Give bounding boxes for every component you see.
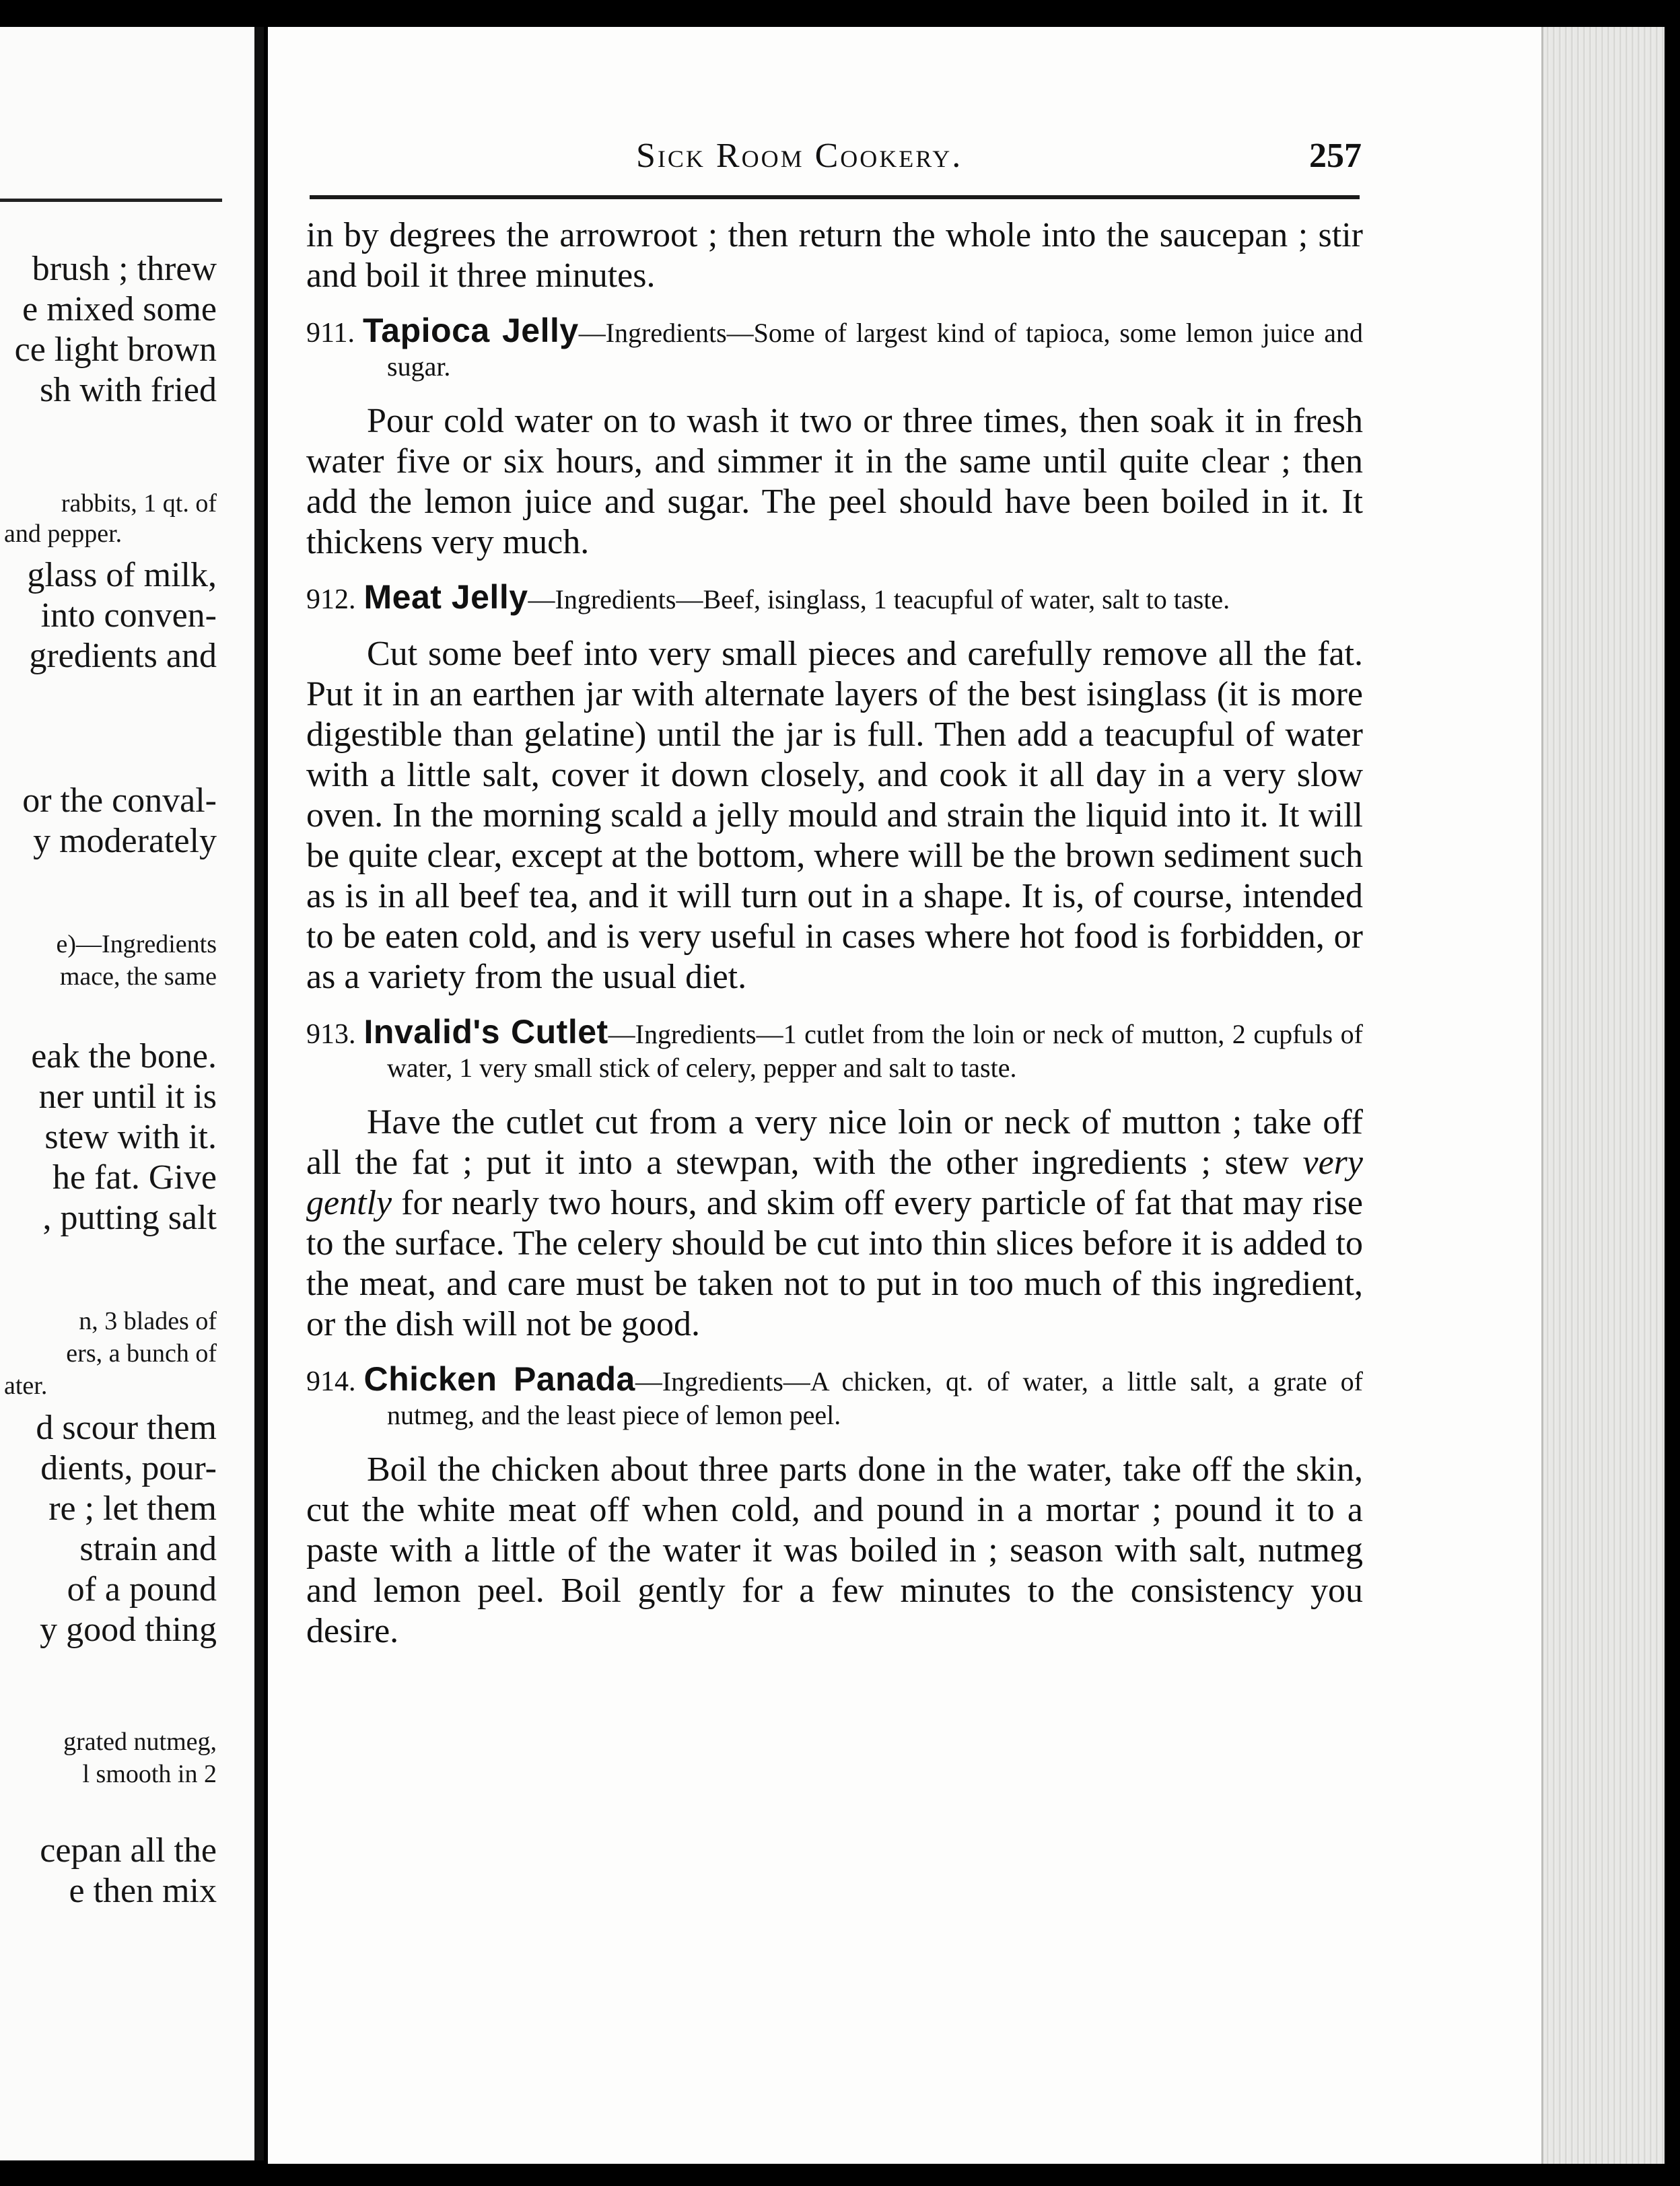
recipe-number: 913. [306,1019,356,1050]
recipe-heading [306,314,1363,384]
left-line: stew with it. [44,1118,217,1156]
recipe-heading [306,1015,1363,1085]
left-line: e)—Ingredients [56,930,217,958]
recipe-body-text: Have the cutlet cut from a very nice loin or neck of mutton ; take off all the fat ; put it into a stewpan, with the other ingredients ; stew [306,1103,1363,1182]
recipe-ingredients: —Ingredients—Some of largest kind of tapioca, some lemon juice and sugar. [387,318,1363,382]
left-line: ce light brown [14,330,217,369]
left-line: into conven- [40,596,217,635]
recipe-heading [306,580,1363,616]
page-content [306,215,1363,1652]
left-line: d scour them [36,1409,217,1447]
recipe-body: Pour cold water on to wash it two or three times, then soak it in fresh water five or six hours, and simmer it in the same until quite clear ; then add the lemon juice and sugar. The peel should have been boiled in it. It thickens very much. [306,402,1363,561]
recipe-heading [306,1362,1363,1432]
left-line: cepan all the [40,1831,217,1870]
recipe-body [306,1102,1363,1345]
left-line: e mixed some [22,290,217,328]
left-line: ers, a bunch of [66,1339,217,1368]
recipe-number: 912. [306,584,356,615]
left-line: glass of milk, [27,556,217,594]
recipe-ingredients: —Ingredients—Beef, isinglass, 1 teacupful of water, salt to taste. [528,584,1230,614]
left-line: or the conval- [22,781,217,820]
left-line: y good thing [40,1611,217,1649]
left-line: ater. [4,1372,48,1400]
left-line: y moderately [33,822,217,860]
left-line: and pepper. [4,520,123,548]
opening-paragraph: in by degrees the arrowroot ; then return the whole into the saucepan ; stir and boil it three minutes. [306,216,1363,295]
recipe-title: Meat Jelly [363,578,528,616]
page-header [367,101,1363,182]
left-line: brush ; threw [32,250,217,288]
left-line: n, 3 blades of [79,1307,217,1335]
left-facing-page [0,27,264,2160]
recipe-ingredients: —Ingredients—1 cutlet from the loin or neck of mutton, 2 cupfuls of water, 1 very small stick of celery, pepper and salt to taste. [387,1019,1363,1083]
left-line: mace, the same [59,962,217,991]
recipe-title: Tapioca Jelly [362,312,579,349]
left-line: dients, pour- [40,1449,217,1487]
running-title: Sick Room Cookery. [636,137,963,175]
left-line: of a pound [67,1570,217,1609]
left-line: sh with fried [40,371,217,409]
left-line: grated nutmeg, [63,1728,217,1756]
left-line: , putting salt [42,1199,217,1237]
header-rule [310,195,1360,199]
recipe-number: 911. [306,318,355,349]
left-line: l smooth in 2 [82,1760,217,1788]
left-line: gredients and [29,637,217,675]
left-line: ner until it is [38,1078,217,1116]
recipe-ingredients: —Ingredients—A chicken, qt. of water, a little salt, a grate of nutmeg, and the least piece of lemon peel. [387,1366,1363,1430]
page-edges [1541,27,1665,2164]
left-line: eak the bone. [31,1037,217,1076]
recipe-body: Boil the chicken about three parts done in the water, take off the skin, cut the white meat off when cold, and pound in a mortar ; pound it to a paste with a little of the water it was boiled in ; season with salt, nutmeg and lemon peel. Boil gently for a few minutes to the consistency you desire. [306,1450,1363,1650]
left-line: e then mix [69,1872,217,1910]
recipe-title: Invalid's Cutlet [363,1013,608,1051]
page-number: 257 [1309,137,1362,175]
left-page-rule [0,199,222,202]
recipe-title: Chicken Panada [363,1360,635,1398]
recipe-body-emphasis: very gently [306,1143,1363,1222]
left-line: re ; let them [48,1489,217,1528]
left-line: he fat. Give [52,1158,217,1197]
left-line: strain and [79,1530,217,1568]
recipe-number: 914. [306,1366,356,1397]
left-line: rabbits, 1 qt. of [61,489,217,518]
recipe-body-text: for nearly two hours, and skim off every particle of fat that may rise to the surface. The celery should be cut into thin slices before it is added to the meat, and care must be taken not to put in too much of this ingredient, or the dish will not be good. [306,1184,1363,1343]
recipe-body: Cut some beef into very small pieces and carefully remove all the fat. Put it in an earthen jar with alternate layers of the best isinglass (it is more digestible than gelatine) until the jar is full. Then add a teacupful of water with a little salt, cover it down closely, and cook it all day in a very slow oven. In the morning scald a jelly mould and strain the liquid into it. It will be quite clear, except at the bottom, where will be the brown sediment such as is in all beef tea, and it will turn out in a shape. It is, of course, intended to be eaten cold, and is very useful in cases where hot food is forbidden, or as a variety from the usual diet. [306,635,1363,996]
